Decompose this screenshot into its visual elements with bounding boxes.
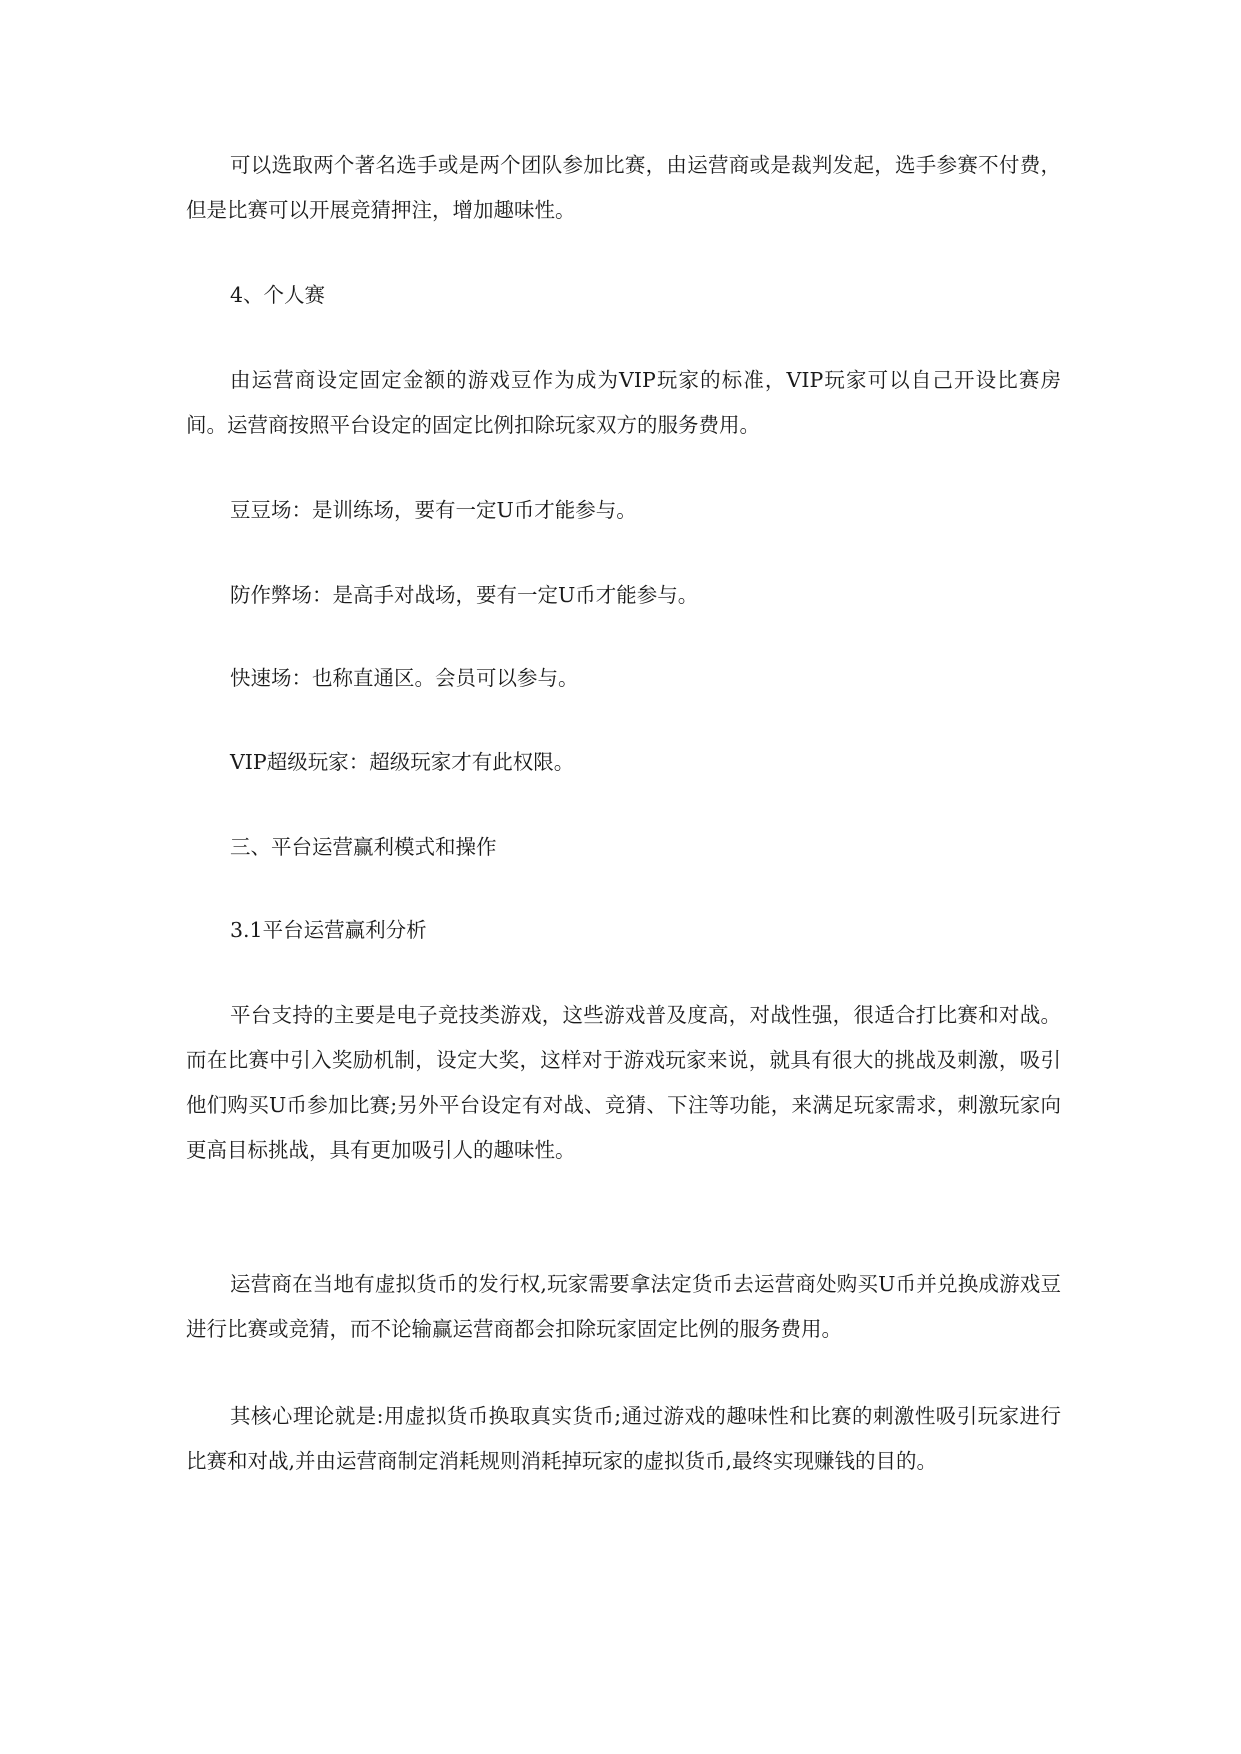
paragraph-anti-cheat-arena: 防作弊场：是高手对战场，要有一定U币才能参与。 [230, 583, 699, 607]
paragraph-bean-arena: 豆豆场：是训练场，要有一定U币才能参与。 [230, 498, 637, 522]
paragraph-operator-currency: 运营商在当地有虚拟货币的发行权,玩家需要拿法定货币去运营商处购买U币并兑换成游戏豆进行比赛或竞猜，而不论输赢运营商都会扣除玩家固定比例的服务费用。 [186, 1272, 1061, 1341]
paragraph-vip-super-player: VIP超级玩家：超级玩家才有此权限。 [230, 750, 575, 774]
paragraph-quick-arena: 快速场：也称直通区。会员可以参与。 [230, 666, 579, 690]
heading-profit-analysis: 3.1平台运营赢利分析 [230, 918, 427, 942]
paragraph-tournament-intro: 可以选取两个著名选手或是两个团队参加比赛，由运营商或是裁判发起，选手参赛不付费，但是比赛可以开展竞猜押注，增加趣味性。 [186, 153, 1061, 222]
paragraph-vip-rooms: 由运营商设定固定金额的游戏豆作为成为VIP玩家的标准，VIP玩家可以自己开设比赛房间。运营商按照平台设定的固定比例扣除玩家双方的服务费用。 [186, 368, 1061, 437]
heading-individual-match: 4、个人赛 [230, 283, 326, 307]
paragraph-platform-support: 平台支持的主要是电子竞技类游戏，这些游戏普及度高，对战性强，很适合打比赛和对战。而在比赛中引入奖励机制，设定大奖，这样对于游戏玩家来说，就具有很大的挑战及刺激，吸引他们购买U币参加比赛;另外平台设定有对战、竞猜、下注等功能，来满足玩家需求，刺激玩家向更高目标挑战，具有更加吸引人的趣味性。 [186, 1003, 1061, 1162]
paragraph-core-theory: 其核心理论就是:用虚拟货币换取真实货币;通过游戏的趣味性和比赛的刺激性吸引玩家进行比赛和对战,并由运营商制定消耗规则消耗掉玩家的虚拟货币,最终实现赚钱的目的。 [186, 1404, 1061, 1473]
heading-section-three: 三、平台运营赢利模式和操作 [230, 835, 497, 859]
